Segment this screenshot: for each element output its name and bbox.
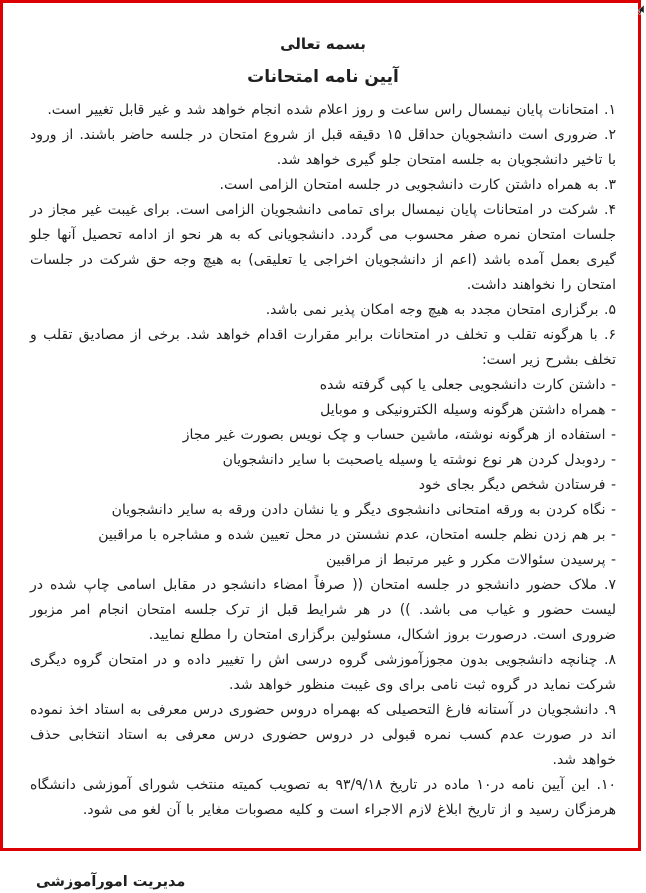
rule-item-10: ۱۰. این آیین نامه در۱۰ ماده در تاریخ ۹۳/۹/۱۸ به تصویب کمیته منتخب شورای آموزشی دانشگاه هرمزگان رسید و از تاریخ ابلاغ لازم الاجراء است و کلیه مصوبات مغایر با آن لغو می شود. xyxy=(30,777,616,818)
violation-item-2: - همراه داشتن هرگونه وسیله الکترونیکی و موبایل xyxy=(320,402,616,418)
violation-item-7: - بر هم زدن نظم جلسه امتحان، عدم نشستن در محل تعیین شده و مشاجره با مراقبین xyxy=(98,527,616,543)
violation-item-3: - استفاده از هرگونه نوشته، ماشین حساب و چک نویس بصورت غیر مجاز xyxy=(182,427,616,443)
rule-item-1: ۱. امتحانات پایان نیمسال راس ساعت و روز اعلام شده انجام خواهد شد و غیر قابل تغییر است. xyxy=(47,102,616,118)
page-title: آیین نامه امتحانات xyxy=(247,67,399,87)
signature-line: مدیریت امورآموزشی xyxy=(36,874,186,890)
rule-item-5: ۵. برگزاری امتحان مجدد به هیچ وجه امکان پذیر نمی باشد. xyxy=(265,302,616,318)
rule-item-4: ۴. شرکت در امتحانات پایان نیمسال برای تمامی دانشجویان الزامی است. برای غیبت غیر مجاز در جلسات امتحان نمره صفر محسوب می گردد. دانشجویانی که به هر نحو از ادامه تحصیل آنها جلو گیری بعمل آمده باشد (اعم از دانشجویان اخراجی یا تعلیقی) به هیچ وجه حق شرکت در جلسات امتحان را نخواهند داشت. xyxy=(30,202,616,293)
rule-item-7: ۷. ملاک حضور دانشجو در جلسه امتحان (( صرفاً امضاء دانشجو در مقابل اسامی چاپ شده در لیست حضور و غیاب می باشد. )) در هر شرایط قبل از ترک جلسه امتحان انجام امر مزبور ضروری است. درصورت بروز اشکال، مسئولین برگزاری امتحان را مطلع نمایید. xyxy=(30,577,616,643)
violation-item-6: - نگاه کردن به ورقه امتحانی دانشجوی دیگر و یا نشان دادن ورقه به سایر دانشجویان xyxy=(111,502,616,518)
rule-item-3: ۳. به همراه داشتن کارت دانشجویی در جلسه امتحان الزامی است. xyxy=(219,177,616,193)
violation-item-5: - فرستادن شخص دیگر بجای خود xyxy=(418,477,616,493)
rule-item-8: ۸. چنانچه دانشجویی بدون مجوزآموزشی گروه درسی اش را تغییر داده و در امتحان گروه دیگری شرکت نماید در گروه ثبت نامی برای وی غیبت منظور خواهد شد. xyxy=(30,652,616,693)
rule-item-2: ۲. ضروری است دانشجویان حداقل ۱۵ دقیقه قبل از شروع امتحان در جلسه حاضر باشند. از ورود با تاخیر دانشجویان به جلسه امتحان جلو گیری خواهد شد. xyxy=(30,127,616,168)
violation-item-4: - ردوبدل کردن هر نوع نوشته یا وسیله یاصحبت با سایر دانشجویان xyxy=(222,452,616,468)
cursor-icon xyxy=(636,0,645,10)
violation-item-8: - پرسیدن سئوالات مکرر و غیر مرتبط از مراقبین xyxy=(325,552,616,568)
basmala-heading: بسمه تعالی xyxy=(280,35,366,53)
violation-item-1: - داشتن کارت دانشجویی جعلی یا کپی گرفته شده xyxy=(319,377,616,393)
rule-item-9: ۹. دانشجویان در آستانه فارغ التحصیلی که بهمراه دروس حضوری درس معرفی به استاد اخذ نموده اند در صورت عدم کسب نمره قبولی در دروس حضوری درس معرفی به استاد انتخابی حذف خواهد شد. xyxy=(30,702,616,768)
rule-item-6: ۶. با هرگونه تقلب و تخلف در امتحانات برابر مقرارت اقدام خواهد شد. برخی از مصادیق تقلب و تخلف بشرح زیر است: xyxy=(30,327,616,368)
